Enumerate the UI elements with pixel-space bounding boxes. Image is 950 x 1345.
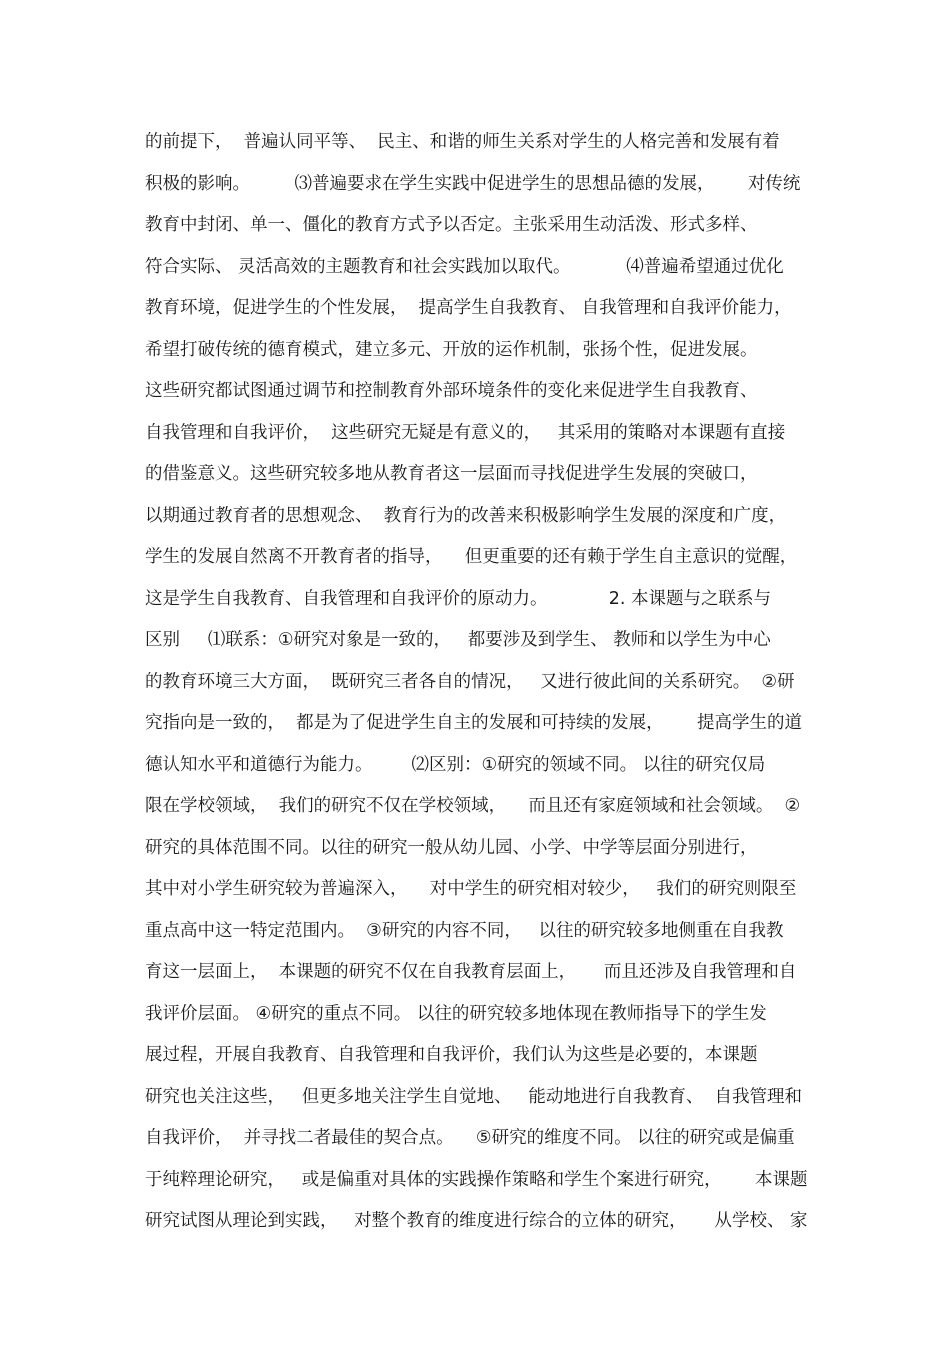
text-line-1: 的前提下， 普遍认同平等、 民主、和谐的师生关系对学生的人格完善和发展有着 xyxy=(145,132,780,152)
text-line-15: 究指向是一致的， 都是为了促进学生自主的发展和可持续的发展， 提高学生的道 xyxy=(145,713,802,733)
text-line-14: 的教育环境三大方面， 既研究三者各自的情况， 又进行彼此间的关系研究。 ②研 xyxy=(145,671,795,692)
text-line-21: 育这一层面上， 本课题的研究不仅在自我教育层面上， 而且还涉及自我管理和自 xyxy=(145,962,797,982)
text-line-16: 德认知水平和道德行为能力。 ⑵区别：①研究的领域不同。 以往的研究仅局 xyxy=(145,754,766,775)
text-line-11: 学生的发展自然离不开教育者的指导， 但更重要的还有赖于学生自主意识的觉醒， xyxy=(145,547,798,567)
text-line-20: 重点高中这一特定范围内。 ③研究的内容不同， 以往的研究较多地侧重在自我教 xyxy=(145,920,784,941)
text-line-27: 研究试图从理论到实践， 对整个教育的维度进行综合的立体的研究， 从学校、 家 xyxy=(145,1211,808,1231)
text-line-23: 展过程，开展自我教育、自我管理和自我评价，我们认为这些是必要的，本课题 xyxy=(145,1045,758,1065)
text-line-5: 教育环境，促进学生的个性发展， 提高学生自我教育、 自我管理和自我评价能力， xyxy=(145,298,792,318)
text-line-8: 自我管理和自我评价， 这些研究无疑是有意义的， 其采用的策略对本课题有直接 xyxy=(145,422,786,443)
body-text xyxy=(145,122,815,1243)
text-line-4: 符合实际、 灵活高效的主题教育和社会实践加以取代。 ⑷普遍希望通过优化 xyxy=(145,256,784,277)
text-line-2: 积极的影响。 ⑶普遍要求在学生实践中促进学生的思想品德的发展， 对传统 xyxy=(145,173,801,194)
text-line-19: 其中对小学生研究较为普遍深入， 对中学生的研究相对较少， 我们的研究则限至 xyxy=(145,879,797,899)
text-line-24: 研究也关注这些， 但更多地关注学生自觉地、 能动地进行自我教育、 自我管理和 xyxy=(145,1086,802,1107)
text-line-25: 自我评价， 并寻找二者最佳的契合点。 ⑤研究的维度不同。 以往的研究或是偏重 xyxy=(145,1128,795,1148)
text-line-6: 希望打破传统的德育模式，建立多元、开放的运作机制，张扬个性，促进发展。 xyxy=(145,339,758,360)
text-line-3: 教育中封闭、单一、僵化的教育方式予以否定。主张采用生动活泼、形式多样、 xyxy=(145,215,758,235)
text-line-26: 于纯粹理论研究， 或是偏重对具体的实践操作策略和学生个案进行研究， 本课题 xyxy=(145,1169,808,1190)
text-line-17: 限在学校领域， 我们的研究不仅在学校领域， 而且还有家庭领域和社会领域。 ② xyxy=(145,796,801,816)
text-line-12: 这是学生自我教育、自我管理和自我评价的原动力。 2. 本课题与之联系与 xyxy=(145,588,771,609)
text-line-10: 以期通过教育者的思想观念、 教育行为的改善来积极影响学生发展的深度和广度， xyxy=(145,505,787,526)
text-line-22: 我评价层面。 ④研究的重点不同。 以往的研究较多地体现在教师指导下的学生发 xyxy=(145,1003,767,1024)
text-line-9: 的借鉴意义。这些研究较多地从教育者这一层面而寻找促进学生发展的突破口， xyxy=(145,464,758,484)
text-line-7: 这些研究都试图通过调节和控制教育外部环境条件的变化来促进学生自我教育、 xyxy=(145,381,758,401)
text-line-18: 研究的具体范围不同。以往的研究一般从幼儿园、小学、中学等层面分别进行， xyxy=(145,837,758,858)
text-line-13: 区别 ⑴联系：①研究对象是一致的， 都要涉及到学生、 教师和以学生为中心 xyxy=(145,630,771,650)
